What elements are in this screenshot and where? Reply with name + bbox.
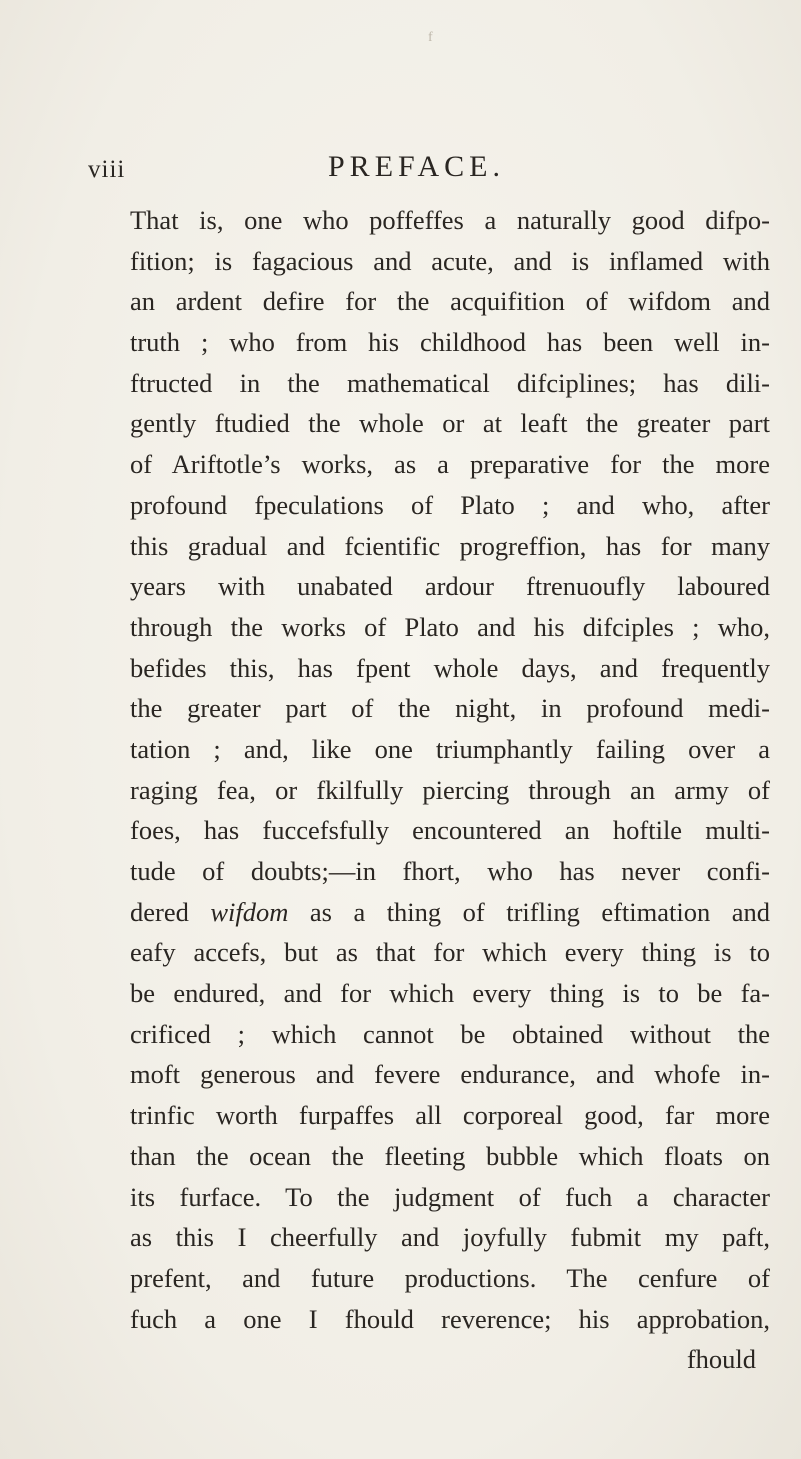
text-line: raging fea, or fkilfully piercing through an army of: [130, 774, 770, 805]
page-number: viii: [88, 156, 126, 183]
text-line: fhould: [686, 1344, 756, 1375]
text-line: than the ocean the fleeting bubble which floats on: [130, 1140, 770, 1171]
text-segment: dered: [130, 896, 211, 927]
running-head: PREFACE.: [328, 150, 505, 183]
text-line: moft generous and fevere endurance, and whofe in-: [130, 1059, 770, 1090]
text-line: this gradual and fcientific progreffion, has for many: [130, 530, 770, 561]
text-line: prefent, and future productions. The cenfure of: [130, 1262, 770, 1293]
text-line: truth ; who from his childhood has been well in-: [130, 327, 770, 358]
text-line: fition; is fagacious and acute, and is inflamed with: [130, 245, 770, 276]
text-line: the greater part of the night, in profound medi-: [130, 693, 770, 724]
text-line: That is, one who poffeffes a naturally good difpo-: [130, 205, 770, 235]
preface-body-text: [130, 200, 770, 1380]
page-header: [88, 150, 748, 190]
italic-word: wifdom: [210, 896, 289, 927]
text-line: an ardent defire for the acquifition of wifdom and: [130, 286, 770, 317]
text-line: tation ; and, like one triumphantly failing over a: [130, 733, 770, 764]
text-line: as this I cheerfully and joyfully fubmit my paft,: [130, 1222, 770, 1253]
text-line: [130, 892, 770, 933]
text-line: befides this, has fpent whole days, and frequently: [130, 652, 770, 683]
text-line: ftructed in the mathematical difciplines; has dili-: [130, 367, 770, 398]
top-mark: f: [428, 30, 433, 45]
text-line: of Ariftotle’s works, as a preparative for the more: [130, 449, 770, 480]
text-line: trinfic worth furpaffes all corporeal good, far more: [130, 1100, 770, 1131]
text-line: gently ftudied the whole or at leaft the greater part: [130, 408, 770, 439]
text-segment: as a thing of trifling eftimation and: [288, 896, 770, 927]
text-line: fuch a one I fhould reverence; his approbation,: [130, 1303, 770, 1334]
text-line: tude of doubts;—in fhort, who has never confi-: [130, 856, 770, 886]
text-line: its furface. To the judgment of fuch a character: [130, 1181, 770, 1212]
text-line: crificed ; which cannot be obtained without the: [130, 1018, 770, 1049]
text-line: through the works of Plato and his difciples ; who,: [130, 611, 770, 642]
text-line: years with unabated ardour ftrenuoufly laboured: [130, 571, 770, 602]
text-line: profound fpeculations of Plato ; and who, after: [130, 489, 770, 520]
text-line: foes, has fuccefsfully encountered an hoftile multi-: [130, 815, 770, 846]
text-line: be endured, and for which every thing is to be fa-: [130, 978, 770, 1009]
text-line: eafy accefs, but as that for which every thing is to: [130, 937, 770, 968]
